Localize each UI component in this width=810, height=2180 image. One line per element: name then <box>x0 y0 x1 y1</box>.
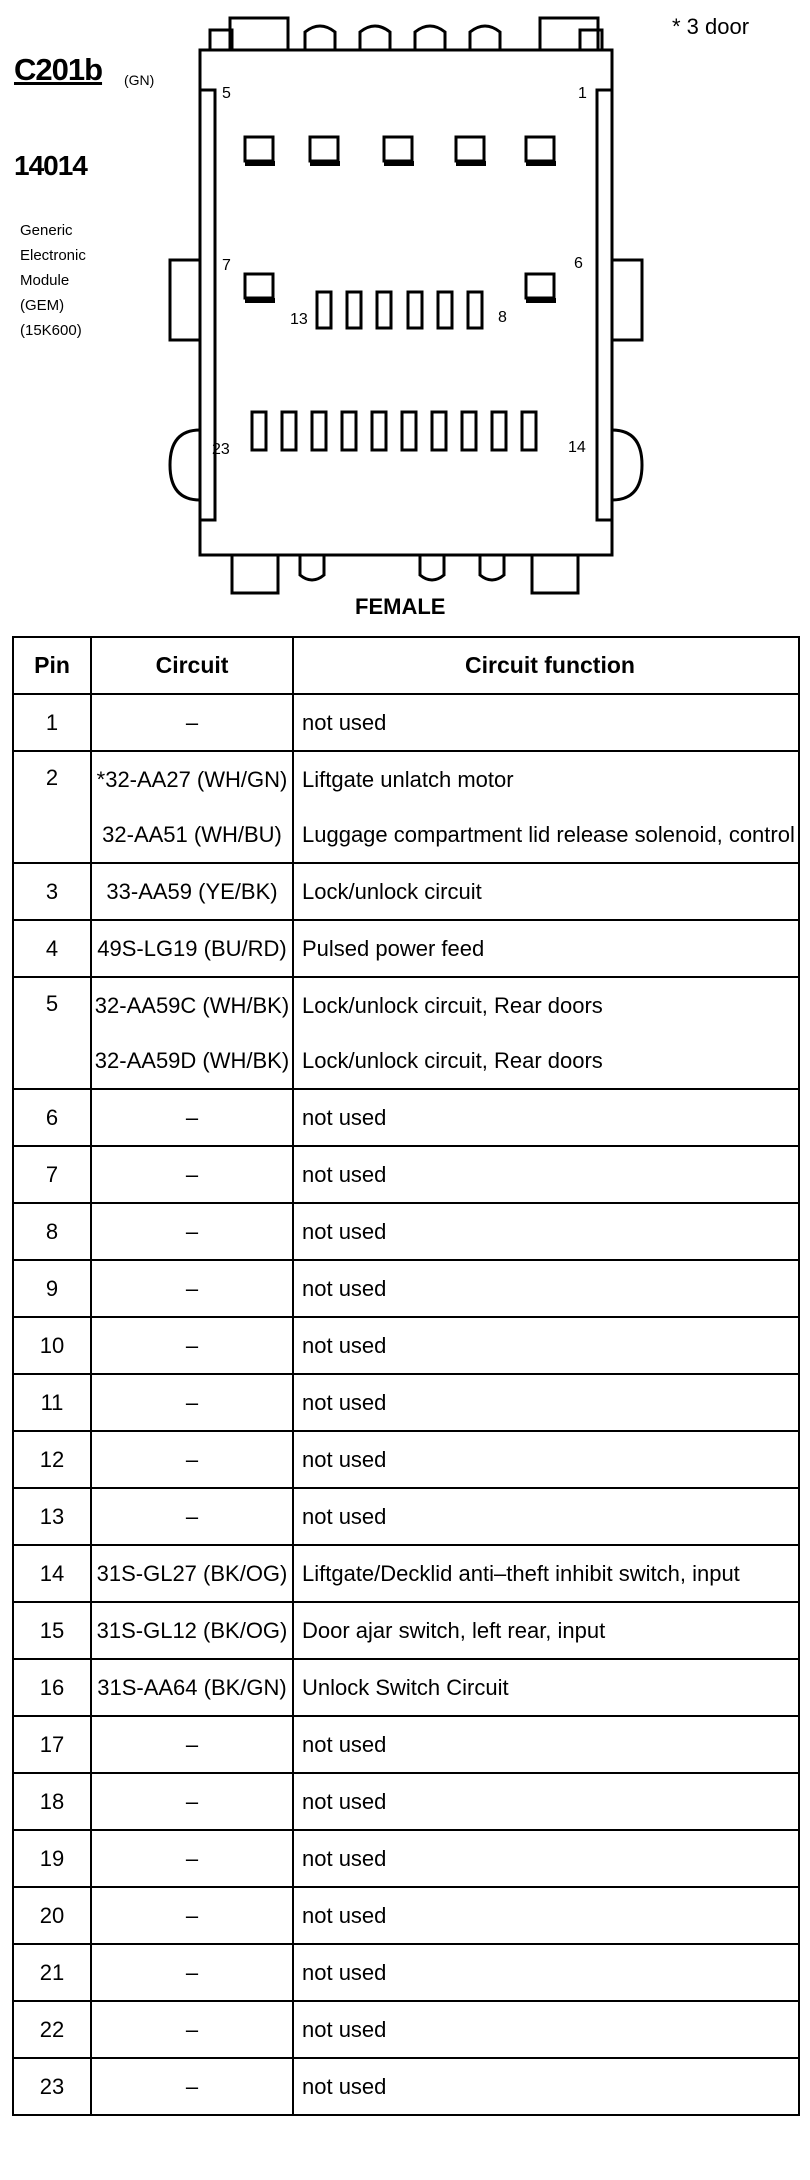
circuit-cell: – <box>91 1317 293 1374</box>
pin-table-body <box>13 694 799 2115</box>
pin-number-cell: 23 <box>13 2058 91 2115</box>
terminal-slot <box>282 412 296 450</box>
side-lobe-right <box>612 430 642 500</box>
table-row <box>13 1773 799 1830</box>
table-row <box>13 1033 799 1089</box>
table-row <box>13 1887 799 1944</box>
terminal-slot <box>408 292 422 328</box>
circuit-cell: – <box>91 1773 293 1830</box>
circuit-function-cell: not used <box>293 1146 799 1203</box>
table-row <box>13 1260 799 1317</box>
terminal-square-shadow <box>456 161 486 166</box>
circuit-cell: 31S-GL12 (BK/OG) <box>91 1602 293 1659</box>
circuit-function-cell: Luggage compartment lid release solenoid, control <box>293 807 799 863</box>
side-clip-left <box>170 260 200 340</box>
circuit-cell: 32-AA51 (WH/BU) <box>91 807 293 863</box>
table-row <box>13 2058 799 2115</box>
side-clip-right <box>612 260 642 340</box>
table-row <box>13 1203 799 1260</box>
pin-number-cell: 6 <box>13 1089 91 1146</box>
header-function: Circuit function <box>293 637 799 694</box>
description-line: Module <box>20 272 70 289</box>
circuit-cell: *32-AA27 (WH/GN) <box>91 751 293 807</box>
top-latch <box>540 18 598 50</box>
header-pin: Pin <box>13 637 91 694</box>
bottom-latch <box>532 555 578 593</box>
pin-number-cell: 17 <box>13 1716 91 1773</box>
pin-label-5: 5 <box>222 85 231 102</box>
table-row <box>13 694 799 751</box>
circuit-cell: – <box>91 1887 293 1944</box>
bottom-latch <box>232 555 278 593</box>
pin-number-cell: 15 <box>13 1602 91 1659</box>
circuit-cell: 49S-LG19 (BU/RD) <box>91 920 293 977</box>
circuit-function-cell: not used <box>293 694 799 751</box>
circuit-function-cell: not used <box>293 1089 799 1146</box>
pin-number-cell: 11 <box>13 1374 91 1431</box>
circuit-function-cell: not used <box>293 1374 799 1431</box>
circuit-cell: – <box>91 1089 293 1146</box>
terminal-slot <box>462 412 476 450</box>
terminal-slot <box>252 412 266 450</box>
terminal-square <box>245 137 273 161</box>
circuit-function-cell: not used <box>293 1944 799 2001</box>
table-row <box>13 1659 799 1716</box>
table-row <box>13 1488 799 1545</box>
table-row <box>13 2001 799 2058</box>
table-header-row <box>13 637 799 694</box>
terminal-slot <box>312 412 326 450</box>
circuit-function-cell: not used <box>293 1260 799 1317</box>
pin-number-cell: 12 <box>13 1431 91 1488</box>
description-line: Electronic <box>20 247 86 264</box>
table-row <box>13 807 799 863</box>
pin-label-13: 13 <box>290 311 308 328</box>
terminal-square-shadow <box>384 161 414 166</box>
circuit-function-cell: Pulsed power feed <box>293 920 799 977</box>
terminal-square <box>456 137 484 161</box>
circuit-cell: – <box>91 2058 293 2115</box>
table-row <box>13 751 799 807</box>
terminal-slot <box>377 292 391 328</box>
terminal-square-shadow <box>526 161 556 166</box>
pin-number-cell: 5 <box>13 977 91 1089</box>
circuit-function-cell: not used <box>293 1317 799 1374</box>
circuit-function-cell: not used <box>293 1830 799 1887</box>
terminal-square <box>245 274 273 298</box>
connector-face-diagram <box>0 0 810 625</box>
table-row <box>13 1431 799 1488</box>
terminal-square <box>526 137 554 161</box>
part-number: 14014 <box>14 150 87 181</box>
terminal-slot <box>347 292 361 328</box>
circuit-cell: – <box>91 1431 293 1488</box>
terminal-slot <box>438 292 452 328</box>
circuit-function-cell: Lock/unlock circuit <box>293 863 799 920</box>
terminal-slot <box>402 412 416 450</box>
pin-number-cell: 10 <box>13 1317 91 1374</box>
header-circuit: Circuit <box>91 637 293 694</box>
circuit-function-cell: not used <box>293 1773 799 1830</box>
table-row <box>13 1830 799 1887</box>
terminal-square <box>310 137 338 161</box>
circuit-cell: 32-AA59C (WH/BK) <box>91 977 293 1033</box>
circuit-function-cell: not used <box>293 2058 799 2115</box>
circuit-cell: – <box>91 1716 293 1773</box>
pin-label-1: 1 <box>578 85 587 102</box>
connector-color: (GN) <box>124 72 155 88</box>
pin-number-cell: 2 <box>13 751 91 863</box>
side-lobe-left <box>170 430 200 500</box>
terminal-square <box>526 274 554 298</box>
circuit-function-cell: not used <box>293 1488 799 1545</box>
pin-label-7: 7 <box>222 257 231 274</box>
circuit-cell: – <box>91 2001 293 2058</box>
pin-label-14: 14 <box>568 439 586 456</box>
terminal-square <box>384 137 412 161</box>
terminal-slot <box>432 412 446 450</box>
pin-number-cell: 19 <box>13 1830 91 1887</box>
circuit-cell: 32-AA59D (WH/BK) <box>91 1033 293 1089</box>
terminal-square-shadow <box>245 161 275 166</box>
pin-number-cell: 3 <box>13 863 91 920</box>
table-row <box>13 1089 799 1146</box>
pin-number-cell: 7 <box>13 1146 91 1203</box>
connector-body-outline <box>210 30 602 50</box>
pin-number-cell: 21 <box>13 1944 91 2001</box>
circuit-function-cell: not used <box>293 1887 799 1944</box>
circuit-cell: – <box>91 1260 293 1317</box>
pin-number-cell: 13 <box>13 1488 91 1545</box>
terminal-slot <box>468 292 482 328</box>
circuit-cell: 31S-AA64 (BK/GN) <box>91 1659 293 1716</box>
terminal-slot <box>317 292 331 328</box>
table-row <box>13 1716 799 1773</box>
circuit-function-cell: Unlock Switch Circuit <box>293 1659 799 1716</box>
pin-number-cell: 8 <box>13 1203 91 1260</box>
pin-number-cell: 9 <box>13 1260 91 1317</box>
circuit-function-cell: Lock/unlock circuit, Rear doors <box>293 1033 799 1089</box>
pin-number-cell: 16 <box>13 1659 91 1716</box>
pin-label-23: 23 <box>212 441 230 458</box>
circuit-cell: – <box>91 1146 293 1203</box>
description-line: Generic <box>20 222 73 239</box>
pin-table <box>12 636 800 2116</box>
circuit-cell: – <box>91 1488 293 1545</box>
circuit-cell: – <box>91 1203 293 1260</box>
pin-label-6: 6 <box>574 255 583 272</box>
circuit-cell: 31S-GL27 (BK/OG) <box>91 1545 293 1602</box>
top-latch <box>230 18 288 50</box>
terminal-slot <box>492 412 506 450</box>
circuit-cell: – <box>91 1944 293 2001</box>
pin-number-cell: 1 <box>13 694 91 751</box>
top-ridge <box>305 26 500 50</box>
terminal-slot <box>372 412 386 450</box>
circuit-function-cell: Liftgate unlatch motor <box>293 751 799 807</box>
table-row <box>13 1545 799 1602</box>
description-line: (15K600) <box>20 322 82 339</box>
circuit-cell: – <box>91 1374 293 1431</box>
inner-shoulder <box>200 90 612 520</box>
table-row <box>13 1374 799 1431</box>
table-row <box>13 1146 799 1203</box>
bottom-ridge <box>300 555 504 580</box>
table-row <box>13 920 799 977</box>
circuit-function-cell: Door ajar switch, left rear, input <box>293 1602 799 1659</box>
female-label: FEMALE <box>355 594 446 619</box>
circuit-cell: – <box>91 694 293 751</box>
circuit-function-cell: not used <box>293 2001 799 2058</box>
footnote-3-door: * 3 door <box>672 14 750 39</box>
circuit-function-cell: not used <box>293 1716 799 1773</box>
circuit-cell: – <box>91 1830 293 1887</box>
table-row <box>13 977 799 1033</box>
pin-number-cell: 14 <box>13 1545 91 1602</box>
terminal-slot <box>522 412 536 450</box>
connector-id: C201b <box>14 52 103 87</box>
pin-number-cell: 20 <box>13 1887 91 1944</box>
pin-number-cell: 4 <box>13 920 91 977</box>
table-row <box>13 1317 799 1374</box>
circuit-function-cell: not used <box>293 1431 799 1488</box>
table-row <box>13 1602 799 1659</box>
terminal-square-shadow <box>526 298 556 303</box>
pin-number-cell: 22 <box>13 2001 91 2058</box>
table-row <box>13 863 799 920</box>
pin-label-8: 8 <box>498 309 507 326</box>
circuit-function-cell: Liftgate/Decklid anti–theft inhibit switch, input <box>293 1545 799 1602</box>
description-line: (GEM) <box>20 297 65 314</box>
terminal-square-shadow <box>245 298 275 303</box>
terminal-square-shadow <box>310 161 340 166</box>
terminal-slot <box>342 412 356 450</box>
pin-number-cell: 18 <box>13 1773 91 1830</box>
table-row <box>13 1944 799 2001</box>
circuit-cell: 33-AA59 (YE/BK) <box>91 863 293 920</box>
circuit-function-cell: Lock/unlock circuit, Rear doors <box>293 977 799 1033</box>
circuit-function-cell: not used <box>293 1203 799 1260</box>
